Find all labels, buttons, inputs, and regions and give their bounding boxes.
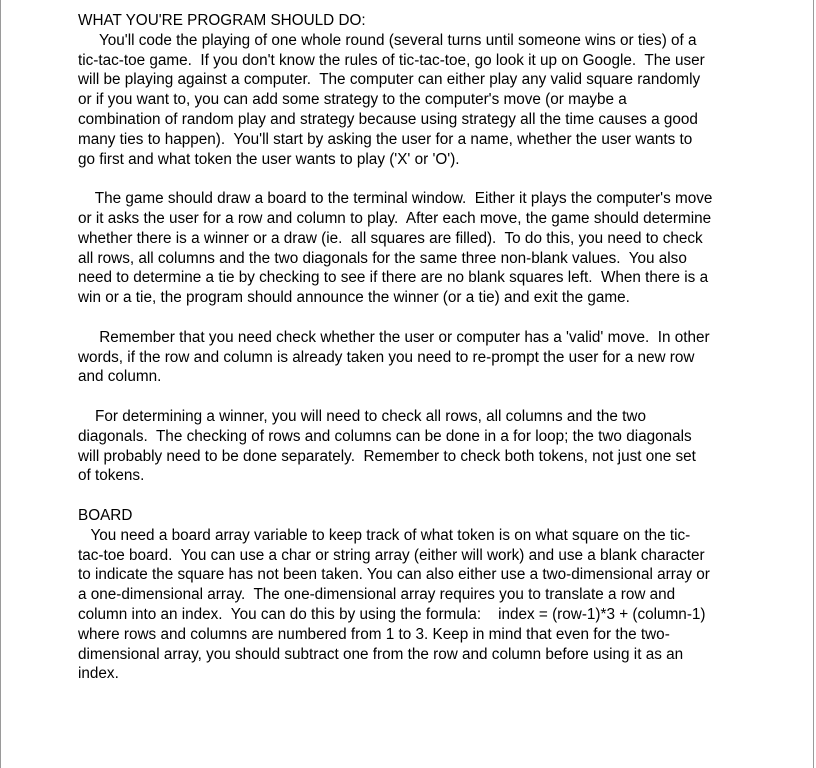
paragraph-line: The game should draw a board to the terminal window. Either it plays the computer's move	[78, 190, 713, 208]
paragraph-line: go first and what token the user wants to play ('X' or 'O').	[78, 150, 460, 168]
paragraph-line: or it asks the user for a row and column to play. After each move, the game should determine	[78, 209, 712, 227]
paragraph-line: all rows, all columns and the two diagonals for the same three non-blank values. You also	[78, 249, 687, 267]
paragraph-spacer	[78, 169, 758, 189]
paragraph	[78, 189, 758, 308]
paragraph-line: column into an index. You can do this by using the formula: index = (row-1)*3 + (column-1)	[78, 605, 706, 623]
document-body	[78, 11, 758, 684]
paragraph-line: will be playing against a computer. The computer can either play any valid square randomly	[78, 71, 701, 89]
paragraph-line: tac-toe board. You can use a char or string array (either will work) and use a blank character	[78, 546, 705, 564]
section-spacer	[78, 486, 758, 506]
paragraph	[78, 526, 758, 684]
paragraph	[78, 31, 758, 170]
paragraph-line: Remember that you need check whether the user or computer has a 'valid' move. In other	[78, 328, 710, 346]
section-heading: WHAT YOU'RE PROGRAM SHOULD DO:	[78, 12, 366, 29]
section-heading: BOARD	[78, 506, 133, 524]
paragraph-line: to indicate the square has not been taken. You can also either use a two-dimensional array or	[78, 566, 710, 584]
paragraph-line: where rows and columns are numbered from 1 to 3. Keep in mind that even for the two-	[78, 625, 670, 643]
paragraph-line: or if you want to, you can add some strategy to the computer's move (or maybe a	[78, 91, 627, 109]
paragraph-line: will probably need to be done separately. Remember to check both tokens, not just one set	[78, 447, 696, 465]
paragraph-line: diagonals. The checking of rows and columns can be done in a for loop; the two diagonals	[78, 427, 692, 445]
paragraph-spacer	[78, 308, 758, 328]
paragraph-line: You need a board array variable to keep track of what token is on what square on the tic-	[78, 526, 691, 544]
paragraph-line: many ties to happen). You'll start by asking the user for a name, whether the user wants to	[78, 130, 693, 148]
paragraph-line: words, if the row and column is already taken you need to re-prompt the user for a new row	[78, 348, 695, 366]
paragraph-line: index.	[78, 665, 119, 683]
paragraph-line: whether there is a winner or a draw (ie. all squares are filled). To do this, you need to check	[78, 229, 703, 247]
paragraph-line: combination of random play and strategy because using strategy all the time causes a good	[78, 110, 698, 128]
paragraph-line: For determining a winner, you will need to check all rows, all columns and the two	[78, 407, 646, 425]
paragraph-line: tic-tac-toe game. If you don't know the rules of tic-tac-toe, go look it up on Google. The user	[78, 51, 705, 69]
paragraph-line: win or a tie, the program should announce the winner (or a tie) and exit the game.	[78, 289, 630, 307]
paragraph-line: dimensional array, you should subtract one from the row and column before using it as an	[78, 645, 684, 663]
paragraph-line: need to determine a tie by checking to see if there are no blank squares left. When there is a	[78, 269, 709, 287]
paragraph-line: a one-dimensional array. The one-dimensional array requires you to translate a row and	[78, 586, 676, 604]
paragraph-line: of tokens.	[78, 467, 145, 485]
paragraph	[78, 407, 758, 486]
paragraph-line: and column.	[78, 368, 162, 386]
paragraph-spacer	[78, 387, 758, 407]
paragraph-line: You'll code the playing of one whole round (several turns until someone wins or ties) of a	[78, 31, 697, 49]
paragraph	[78, 328, 758, 387]
